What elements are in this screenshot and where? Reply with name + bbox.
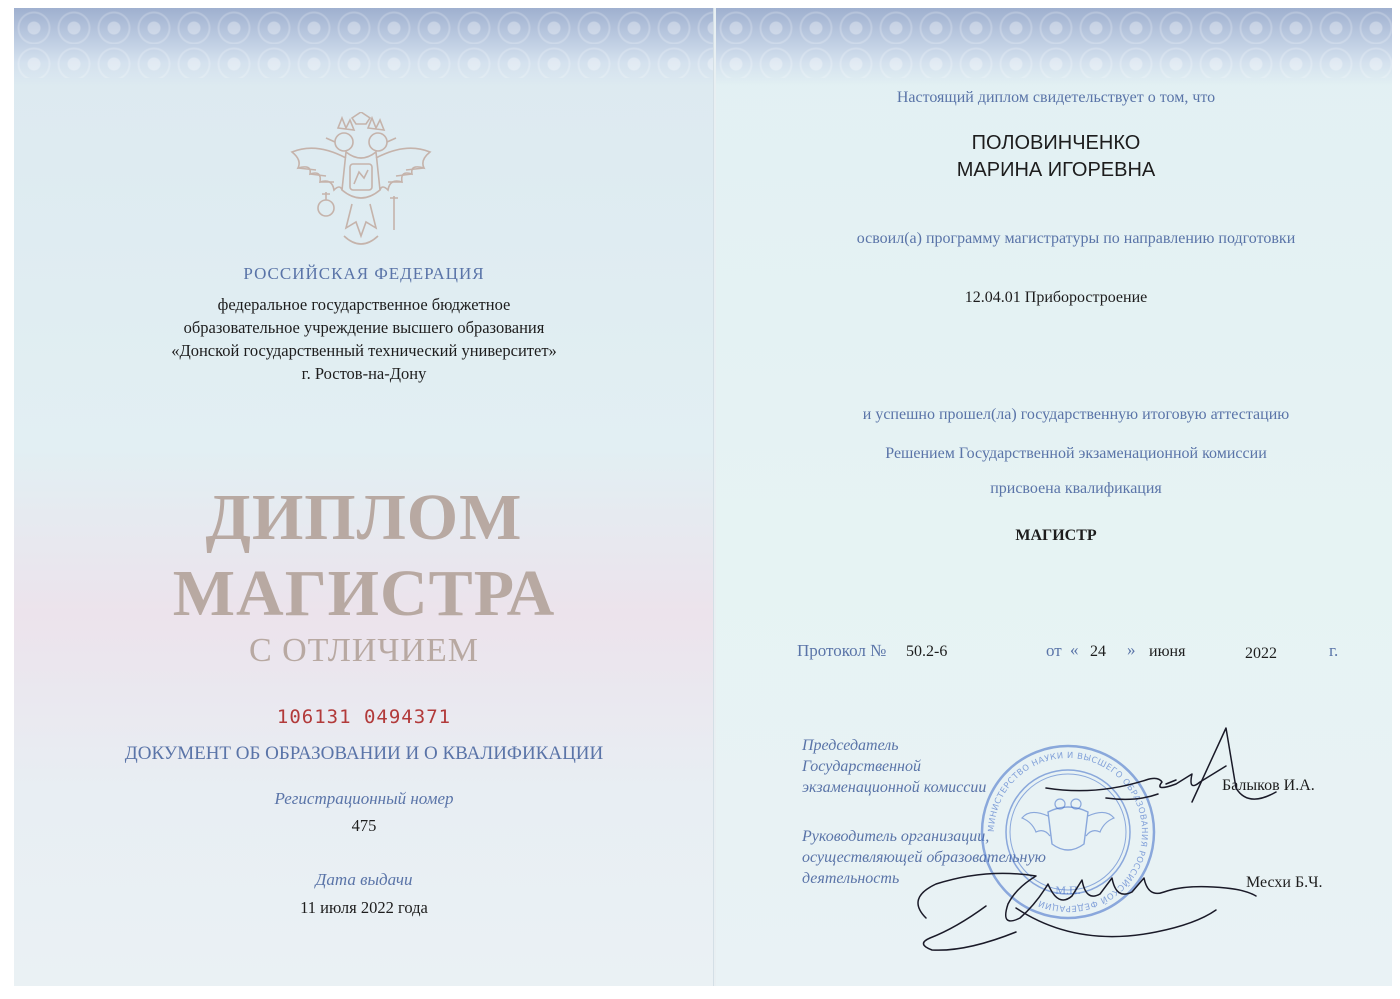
document-type: ДОКУМЕНТ ОБ ОБРАЗОВАНИИ И О КВАЛИФИКАЦИИ xyxy=(124,743,604,764)
seal-ring-text: МИНИСТЕРСТВО НАУКИ И ВЫСШЕГО ОБРАЗОВАНИЯ РОССИЙСКОЙ ФЕДЕРАЦИИ xyxy=(985,749,1151,915)
diploma-honors: С ОТЛИЧИЕМ xyxy=(248,632,480,669)
organization-name xyxy=(114,293,614,385)
chair-label-line: Председатель xyxy=(802,737,899,754)
program-code: 12.04.01 Приборостроение xyxy=(964,289,1148,306)
protocol-number: 50.2-6 xyxy=(906,643,948,660)
serial-number: 106131 0494371 xyxy=(276,706,452,728)
org-line: федеральное государственное бюджетное xyxy=(217,295,511,314)
protocol-from-label: от xyxy=(1046,641,1062,660)
head-name: Месхи Б.Ч. xyxy=(1246,874,1323,891)
quote-open: « xyxy=(1070,640,1079,659)
graduate-surname: ПОЛОВИНЧЕНКО xyxy=(971,132,1141,154)
chair-name: Балыков И.А. xyxy=(1222,777,1315,794)
chair-label-line: Государственной xyxy=(802,758,921,775)
intro-text: Настоящий диплом свидетельствует о том, что xyxy=(896,89,1216,106)
chair-label-line: экзаменационной комиссии xyxy=(802,779,987,796)
handwritten-signatures xyxy=(896,718,1316,968)
issue-date: 11 июля 2022 года xyxy=(300,898,428,917)
seal-mp: М.П. xyxy=(1055,883,1081,897)
protocol-year: 2022 xyxy=(1245,645,1277,662)
registration-number: 475 xyxy=(351,816,377,835)
head-label-line: осуществляющей образовательную xyxy=(802,849,1046,866)
double-headed-eagle-emblem xyxy=(286,112,436,262)
org-line: образовательное учреждение высшего образования xyxy=(183,318,545,337)
diploma-title: ДИПЛОМ xyxy=(205,481,523,554)
protocol-day: 24 xyxy=(1090,643,1106,660)
attestation-text: и успешно прошел(ла) государственную итоговую аттестацию xyxy=(862,406,1290,423)
country-name: РОССИЙСКАЯ ФЕДЕРАЦИЯ xyxy=(243,264,485,283)
registration-label: Регистрационный номер xyxy=(274,789,454,808)
head-label-line: деятельность xyxy=(802,870,900,887)
qualification-assigned-text: присвоена квалификация xyxy=(990,480,1162,497)
org-city: г. Ростов-на-Дону xyxy=(301,364,427,383)
diploma-left-page xyxy=(14,8,714,986)
head-label-line: Руководитель организации, xyxy=(802,828,990,845)
protocol-label: Протокол № xyxy=(797,641,887,660)
security-pattern xyxy=(716,8,1392,78)
protocol-month: июня xyxy=(1149,643,1186,660)
graduate-given-names: МАРИНА ИГОРЕВНА xyxy=(956,159,1156,181)
protocol-year-suffix: г. xyxy=(1329,641,1339,660)
decision-text: Решением Государственной экзаменационной комиссии xyxy=(885,445,1267,462)
issue-date-label: Дата выдачи xyxy=(315,870,413,889)
program-text: освоил(а) программу магистратуры по направлению подготовки xyxy=(856,230,1296,247)
diploma-degree: МАГИСТРА xyxy=(172,557,556,630)
security-pattern xyxy=(14,8,714,78)
qualification: МАГИСТР xyxy=(1015,527,1097,544)
org-line: «Донской государственный технический университет» xyxy=(171,341,557,360)
diploma-scan xyxy=(14,8,1392,986)
quote-close: » xyxy=(1127,640,1136,659)
diploma-right-page xyxy=(716,8,1392,986)
